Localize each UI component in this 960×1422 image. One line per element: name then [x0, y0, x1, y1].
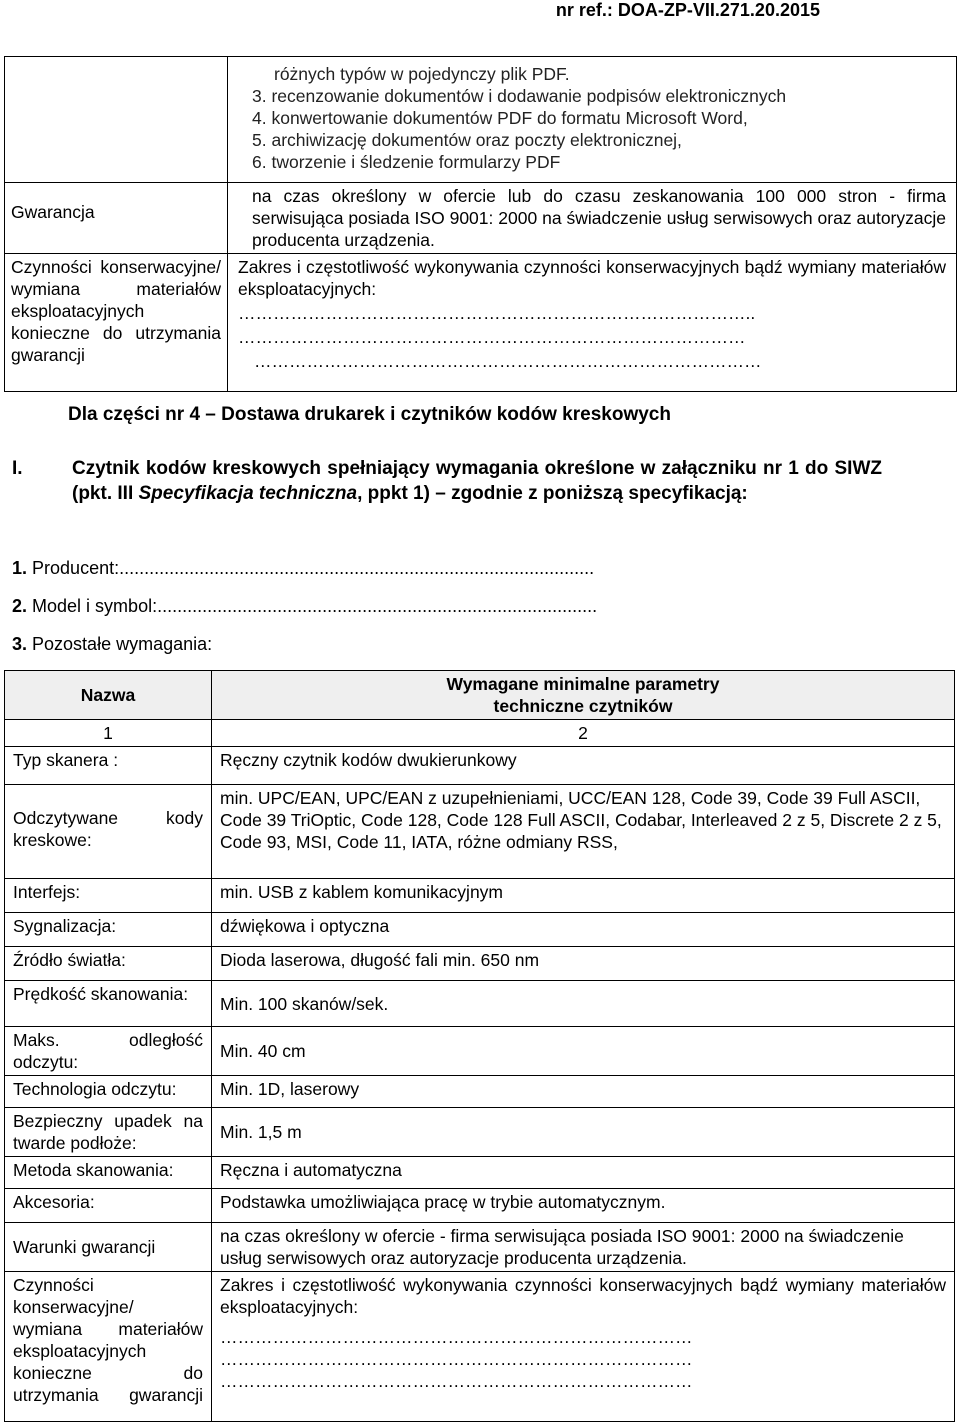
spec-name — [5, 785, 212, 879]
spec-name-text: Maks. odległość odczytu: — [13, 1030, 203, 1072]
fill-line: …………………………………………………………………………… — [238, 327, 746, 347]
empty-label-cell — [5, 57, 228, 183]
warranty-text: na czas określony w ofercie lub do czasu zeskanowania 100 000 stron - firma serwisująca posiada ISO 9001: 2000 na świadczenie usług serwisowych oraz autoryzacje producenta urządzenia. — [252, 186, 946, 250]
spec-value: min. UPC/EAN, UPC/EAN z uzupełnieniami, UCC/EAN 128, Code 39, Code 39 Full ASCII, Code 39 TriOptic, Code 128, Code 128 Full ASCII, Codabar, Interleaved 2 z 5, Discrete 2 z 5, Code 93, MSI, Code 11, IATA, różne odmiany RSS, — [212, 785, 955, 879]
spec-value: Podstawka umożliwiająca pracę w trybie automatycznym. — [212, 1189, 955, 1223]
document-reference: nr ref.: DOA-ZP-VII.271.20.2015 — [555, 0, 820, 20]
spec-name-text: Bezpieczny upadek na twarde podłoże: — [13, 1111, 203, 1153]
previous-spec-table — [4, 56, 957, 392]
fill-line: ……………………………………………………………………… — [220, 1371, 693, 1391]
item-text: Producent:............................................................................................... — [32, 558, 595, 578]
spec-name-text: Czynności konserwacyjne/ wymiana materiałów eksploatacyjnych konieczne do utrzymania gwarancji — [13, 1275, 203, 1405]
item-other-requirements — [12, 634, 212, 655]
spec-value: Dioda laserowa, długość fali min. 650 nm — [212, 947, 955, 981]
spec-value: min. USB z kablem komunikacyjnym — [212, 879, 955, 913]
maintenance-cell — [228, 254, 957, 392]
spec-name: Technologia odczytu: — [5, 1076, 212, 1108]
scanner-spec-table — [4, 670, 955, 1422]
spec-name: Interfejs: — [5, 879, 212, 913]
list-item: 6. tworzenie i śledzenie formularzy PDF — [252, 152, 561, 172]
col2-number: 2 — [212, 720, 955, 747]
spec-value: Ręczny czytnik kodów dwukierunkowy — [212, 747, 955, 785]
section-heading — [12, 456, 882, 506]
warranty-label-cell — [5, 183, 228, 254]
maintenance-label: Czynności konserwacyjne/ wymiana materiałów eksploatacyjnych konieczne do utrzymania gwarancji — [11, 257, 221, 365]
spec-value-text: Zakres i częstotliwość wykonywania czynności konserwacyjnych bądź wymiany materiałów eksploatacyjnych: — [220, 1275, 946, 1317]
item-model — [12, 596, 597, 617]
list-item: różnych typów w pojedynczy plik PDF. — [274, 64, 570, 84]
feature-list — [228, 57, 956, 173]
col1-header: Nazwa — [5, 671, 212, 720]
item-producer — [12, 558, 594, 579]
spec-name-text: Odczytywane kody kreskowe: — [13, 808, 203, 850]
spec-value: dźwiękowa i optyczna — [212, 913, 955, 947]
section-number: I. — [12, 458, 23, 479]
spec-name: Akcesoria: — [5, 1189, 212, 1223]
spec-name: Źródło światła: — [5, 947, 212, 981]
col2-header — [212, 671, 955, 720]
section-text — [36, 456, 882, 506]
fill-line: ……………………………………………………………………… — [220, 1327, 693, 1347]
part-title: Dla części nr 4 – Dostawa drukarek i czytników kodów kreskowych — [68, 404, 671, 425]
spec-name — [5, 1027, 212, 1076]
list-cell — [228, 57, 957, 183]
spec-value: na czas określony w ofercie - firma serwisująca posiada ISO 9001: 2000 na świadczenie usług serwisowych oraz autoryzacje producenta urządzenia. — [212, 1223, 955, 1272]
spec-name: Sygnalizacja: — [5, 913, 212, 947]
col1-number: 1 — [5, 720, 212, 747]
section-text-italic: Specyfikacja techniczna — [138, 483, 358, 504]
maintenance-label-cell — [5, 254, 228, 392]
item-number: 3. — [12, 634, 28, 654]
spec-name: Prędkość skanowania: — [5, 981, 212, 1027]
spec-name: Typ skanera : — [5, 747, 212, 785]
spec-value: Min. 40 cm — [212, 1027, 955, 1076]
spec-value: Min. 100 skanów/sek. — [212, 981, 955, 1027]
fill-line: …………………………………………………………………………….. — [238, 303, 756, 323]
spec-value: Min. 1D, laserowy — [212, 1076, 955, 1108]
item-number: 1. — [12, 558, 28, 578]
spec-name: Warunki gwarancji — [5, 1223, 212, 1272]
list-item: 4. konwertowanie dokumentów PDF do formatu Microsoft Word, — [252, 108, 748, 128]
item-text: Pozostałe wymagania: — [32, 634, 213, 654]
list-item: 3. recenzowanie dokumentów i dodawanie podpisów elektronicznych — [252, 86, 787, 106]
fill-line: ……………………………………………………………………… — [220, 1349, 693, 1369]
spec-name — [5, 1272, 212, 1422]
section-text-end: , ppkt 1) – zgodnie z poniższą specyfikacją: — [357, 483, 748, 504]
spec-name — [5, 1108, 212, 1157]
section-text-main: Czytnik kodów kreskowych spełniający wymagania określone w załączniku nr 1 do SIWZ (pkt. III — [72, 458, 882, 504]
warranty-label: Gwarancja — [11, 202, 95, 222]
list-item: 5. archiwizację dokumentów oraz poczty elektronicznej, — [252, 130, 682, 150]
item-number: 2. — [12, 596, 28, 616]
spec-value: Min. 1,5 m — [212, 1108, 955, 1157]
fill-line: …………………………………………………………………………… — [254, 351, 762, 371]
spec-value: Ręczna i automatyczna — [212, 1157, 955, 1189]
spec-name: Metoda skanowania: — [5, 1157, 212, 1189]
item-text: Model i symbol:........................................................................................ — [32, 596, 598, 616]
spec-value — [212, 1272, 955, 1422]
warranty-cell — [228, 183, 957, 254]
col2-header-text: Wymagane minimalne parametry techniczne czytników — [446, 674, 720, 716]
maintenance-text: Zakres i częstotliwość wykonywania czynności konserwacyjnych bądź wymiany materiałów eksploatacyjnych: — [238, 257, 946, 299]
